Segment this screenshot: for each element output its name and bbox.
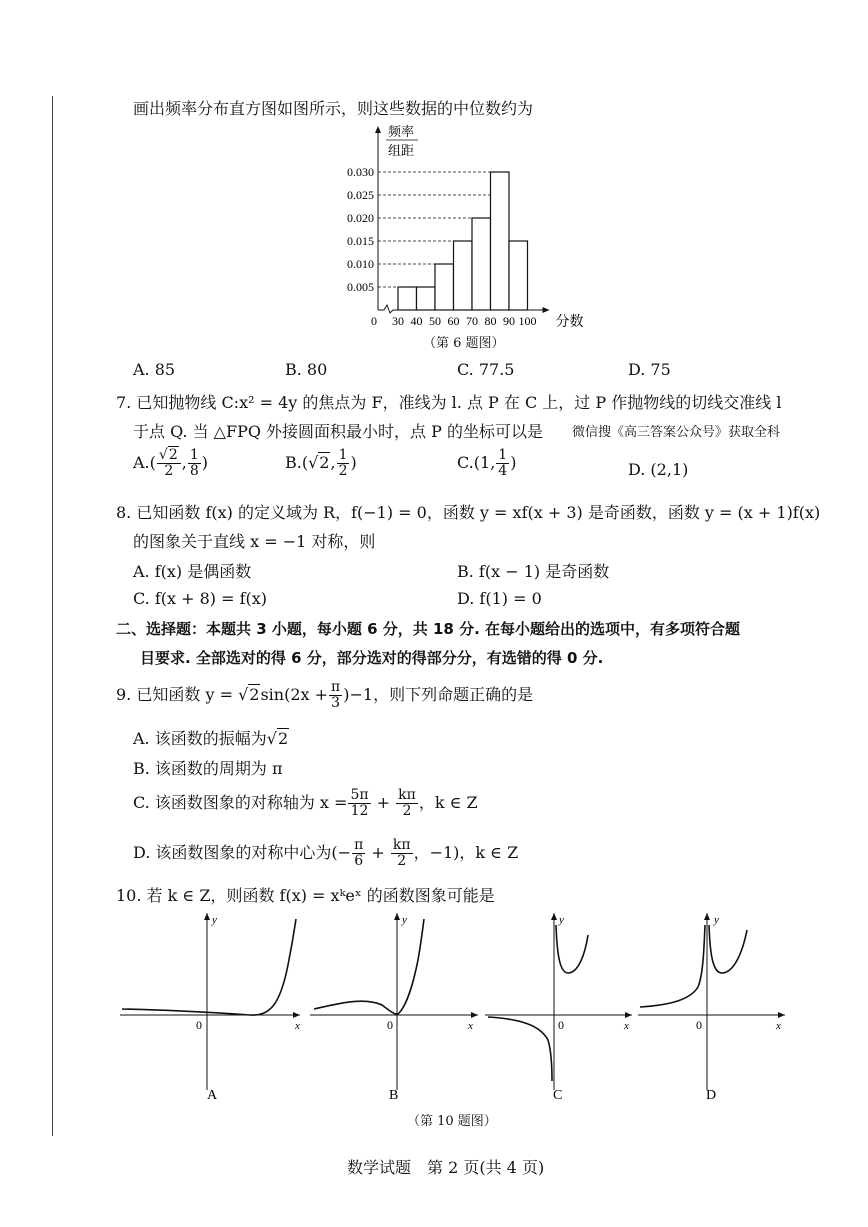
- hist-x-tick-label: 0: [371, 314, 377, 328]
- q10-caption: （第 10 题图）: [407, 1114, 497, 1129]
- section2-line1: 二、选择题：本题共 3 小题，每小题 6 分，共 18 分. 在每小题给出的选项中，有多项符合题: [116, 620, 741, 638]
- q6-intro: 画出频率分布直方图如图所示，则这些数据的中位数约为: [133, 99, 534, 118]
- q8-option-c: C. f(x + 8) = f(x): [133, 589, 268, 608]
- q8-option-a: A. f(x) 是偶函数: [133, 562, 252, 581]
- graph-a: [120, 913, 300, 1103]
- q8-line2: 的图象关于直线 x = −1 对称，则: [133, 532, 376, 551]
- graph-a-label: A: [207, 1088, 218, 1103]
- q7-option-a: A.( $\frac{√2}{2}$ , $\frac{1}{8}$ ): [133, 447, 208, 479]
- q9-option-b: B. 该函数的周期为 π: [133, 759, 283, 778]
- hist-x-tick-label: 30: [392, 314, 404, 328]
- q8-option-b: B. f(x − 1) 是奇函数: [457, 562, 610, 581]
- margin-line: [52, 96, 53, 1136]
- hist-y-tick-label: 0.030: [347, 165, 374, 179]
- hist-bar: [472, 218, 491, 310]
- graph-c-x-label: x: [624, 1020, 629, 1032]
- q9-option-d: D. 该函数图象的对称中心为(− $\frac{\pi}{6}$ + $\frac{k\pi}{2}$ ，−1)，k ∈ Z: [133, 837, 519, 869]
- graph-b-x-label: x: [468, 1020, 473, 1032]
- graph-a-origin: 0: [196, 1018, 202, 1032]
- hist-bar: [398, 287, 417, 310]
- graph-c-y-label: y: [559, 914, 564, 926]
- hist-bar: [417, 287, 436, 310]
- graph-d-label: D: [706, 1088, 717, 1103]
- q7-option-d: D. (2,1): [628, 460, 689, 479]
- graph-d-origin: 0: [696, 1018, 702, 1032]
- graph-b-origin: 0: [387, 1018, 393, 1032]
- q6-option-b: B. 80: [285, 360, 328, 379]
- graph-d: [638, 913, 785, 1103]
- q6-option-d: D. 75: [628, 360, 671, 379]
- section2-line2: 目要求. 全部选对的得 6 分，部分选对的得部分分，有选错的得 0 分.: [140, 649, 604, 667]
- hist-y-tick-label: 0.025: [347, 188, 374, 202]
- q9-option-a: A. 该函数的振幅为√2: [133, 729, 289, 748]
- hist-axis-break: [384, 305, 393, 313]
- graph-c-label: C: [553, 1088, 563, 1103]
- watermark-text: 微信搜《高三答案公众号》获取全科: [572, 425, 781, 440]
- q6-option-a: A. 85: [133, 360, 176, 379]
- histogram-chart: [330, 118, 600, 333]
- graph-a-x-label: x: [295, 1020, 300, 1032]
- hist-y-tick-label: 0.005: [347, 280, 374, 294]
- hist-x-tick-label: 100: [518, 314, 537, 328]
- hist-bar: [435, 264, 454, 310]
- graph-d-x-label: x: [776, 1020, 781, 1032]
- q7-option-b: B.(√2, $\frac{1}{2}$ ): [285, 447, 357, 479]
- hist-x-tick-label: 40: [410, 314, 423, 328]
- q10-graphs: [110, 905, 790, 1105]
- hist-x-tick-label: 50: [429, 314, 441, 328]
- graph-d-y-label: y: [714, 914, 719, 926]
- hist-ylabel-bottom: 组距: [388, 143, 415, 158]
- q6-option-c: C. 77.5: [457, 360, 515, 379]
- hist-x-tick-label: 60: [447, 314, 460, 328]
- hist-bar: [491, 172, 510, 310]
- q8-line1: 8. 已知函数 f(x) 的定义域为 R，f(−1) = 0，函数 y = xf(x + 3) 是奇函数，函数 y = (x + 1)f(x): [116, 503, 821, 522]
- hist-x-tick-label: 70: [466, 314, 478, 328]
- graph-a-y-label: y: [212, 914, 217, 926]
- hist-bar: [509, 241, 528, 310]
- page-footer: 数学试题 第 2 页(共 4 页): [347, 1158, 545, 1177]
- q7-line2: 于点 Q. 当 △FPQ 外接圆面积最小时，点 P 的坐标可以是: [133, 422, 543, 441]
- graph-c-origin: 0: [558, 1018, 564, 1032]
- q10-stem: 10. 若 k ∈ Z，则函数 f(x) = xᵏeˣ 的函数图象可能是: [116, 886, 495, 905]
- hist-ylabel-top: 频率: [388, 124, 415, 139]
- graph-b: [310, 913, 478, 1103]
- q8-option-d: D. f(1) = 0: [457, 589, 542, 608]
- graph-c: [485, 913, 632, 1103]
- hist-x-tick-label: 80: [484, 314, 497, 328]
- hist-y-tick-label: 0.015: [347, 234, 374, 248]
- graph-b-y-label: y: [402, 914, 407, 926]
- hist-y-tick-label: 0.020: [347, 211, 374, 225]
- hist-bar: [454, 241, 473, 310]
- hist-xlabel: 分数: [555, 315, 584, 330]
- hist-y-tick-label: 0.010: [347, 257, 374, 271]
- q7-line1: 7. 已知抛物线 C:x² = 4y 的焦点为 F，准线为 l. 点 P 在 C 上，过 P 作抛物线的切线交准线 l: [116, 393, 782, 412]
- hist-x-arrow: [543, 307, 550, 313]
- q9-option-c: C. 该函数图象的对称轴为 x = $\frac{5\pi}{12}$ + $\frac{k\pi}{2}$ ，k ∈ Z: [133, 787, 478, 819]
- q6-caption: （第 6 题图）: [423, 336, 505, 351]
- q7-option-c: C.(1, $\frac{1}{4}$ ): [457, 447, 517, 479]
- hist-x-tick-label: 90: [503, 314, 515, 328]
- q9-stem: 9. 已知函数 y = √2sin(2x + $\frac{\pi}{3}$ )−1，则下列命题正确的是: [116, 679, 534, 711]
- hist-y-arrow: [375, 126, 381, 133]
- graph-b-label: B: [389, 1088, 399, 1103]
